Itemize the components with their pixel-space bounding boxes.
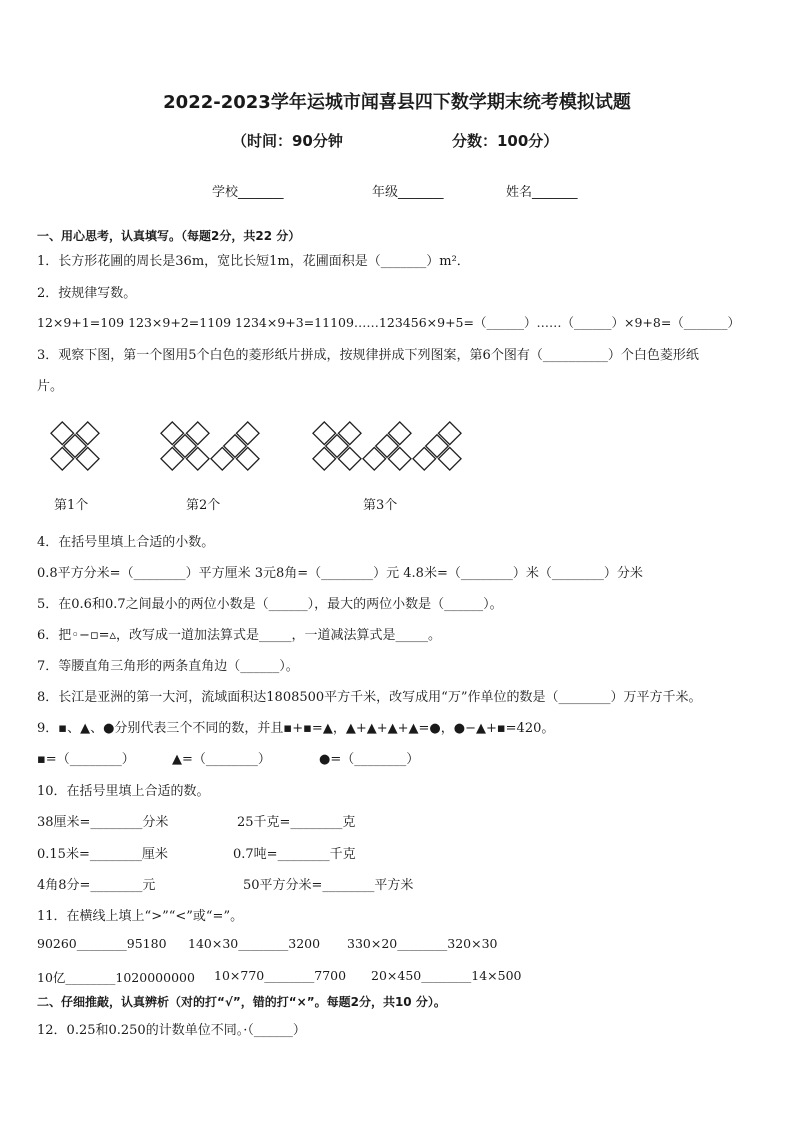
question-9-square: ▪=（________） bbox=[37, 752, 135, 767]
question-1: 1．长方形花圃的周长是36m，宽比长短1m，花圃面积是（_______）m²． bbox=[37, 254, 470, 269]
question-6: 6．把◦−▫=▵，改写成一道加法算式是_____，一道减法算式是_____。 bbox=[37, 628, 442, 643]
question-9: 9．▪、▲、●分别代表三个不同的数，并且▪+▪=▲，▲+▲+▲+▲=●，●−▲+▪=420。 bbox=[37, 721, 555, 736]
question-9-circle: ●=（________） bbox=[319, 752, 420, 767]
question-3-continued: 片。 bbox=[37, 379, 64, 394]
question-3: 3．观察下图，第一个图用5个白色的菱形纸片拼成，按规律拼成下列图案，第6个图有（__________）个白色菱形纸 bbox=[37, 348, 699, 363]
question-10-item-5: 4角8分=________元 bbox=[37, 878, 156, 893]
question-11: 11．在横线上填上“>”“<”或“=”。 bbox=[37, 909, 244, 924]
rhombus-figure-1 bbox=[38, 409, 112, 483]
question-9-triangle: ▲=（________） bbox=[172, 752, 271, 767]
question-2: 2．按规律写数。 bbox=[37, 286, 137, 301]
question-10-item-4: 0.7吨=________千克 bbox=[233, 847, 356, 862]
question-12: 12．0.25和0.250的计数单位不同。·（______） bbox=[37, 1023, 306, 1038]
question-11-item-3: 330×20________320×30 bbox=[347, 936, 498, 951]
exam-score: 分数：100分） bbox=[452, 132, 559, 150]
section-2-heading: 二、仔细推敲，认真辨析（对的打“√”，错的打“×”。每题2分，共10 分）。 bbox=[37, 995, 446, 1009]
question-10: 10．在括号里填上合适的数。 bbox=[37, 784, 210, 799]
question-10-item-3: 0.15米=________厘米 bbox=[37, 847, 168, 862]
rhombus-figure-2 bbox=[148, 409, 272, 483]
question-5: 5．在0.6和0.7之间最小的两位小数是（______），最大的两位小数是（______）。 bbox=[37, 597, 503, 612]
question-11-item-2: 140×30________3200 bbox=[188, 936, 321, 951]
question-7: 7．等腰直角三角形的两条直角边（______）。 bbox=[37, 659, 299, 674]
question-10-item-2: 25千克=________克 bbox=[237, 815, 356, 830]
question-4-items: 0.8平方分米=（________）平方厘米 3元8角=（________）元 4.8米=（________）米（________）分米 bbox=[37, 566, 643, 581]
question-10-item-1: 38厘米=________分米 bbox=[37, 815, 169, 830]
figure-1-label: 第1个 bbox=[54, 498, 89, 513]
question-11-item-1: 90260________95180 bbox=[37, 936, 167, 951]
page-title: 2022-2023学年运城市闻喜县四下数学期末统考模拟试题 bbox=[163, 92, 631, 113]
school-field: 学校_______ bbox=[212, 185, 284, 200]
figure-2-label: 第2个 bbox=[186, 498, 221, 513]
grade-field: 年级_______ bbox=[372, 185, 444, 200]
name-field: 姓名_______ bbox=[506, 185, 578, 200]
rhombus-figure-3 bbox=[305, 409, 469, 483]
question-11-item-6: 20×450________14×500 bbox=[371, 968, 522, 983]
question-11-item-4: 10亿________1020000000 bbox=[37, 970, 195, 985]
section-1-heading: 一、用心思考，认真填写。（每题2分，共22 分） bbox=[37, 229, 301, 243]
question-10-item-6: 50平方分米=________平方米 bbox=[243, 878, 414, 893]
question-11-item-5: 10×770________7700 bbox=[214, 968, 347, 983]
question-4: 4．在括号里填上合适的小数。 bbox=[37, 535, 215, 550]
exam-time: （时间：90分钟 bbox=[232, 132, 343, 150]
figure-3-label: 第3个 bbox=[363, 498, 398, 513]
question-8: 8．长江是亚洲的第一大河，流域面积达1808500平方千米，改写成用“万”作单位的数是（________）万平方千米。 bbox=[37, 690, 702, 705]
question-2-sequence: 12×9+1=109 123×9+2=1109 1234×9+3=11109……123456×9+5=（______）……（______）×9+8=（_______） bbox=[37, 315, 741, 330]
